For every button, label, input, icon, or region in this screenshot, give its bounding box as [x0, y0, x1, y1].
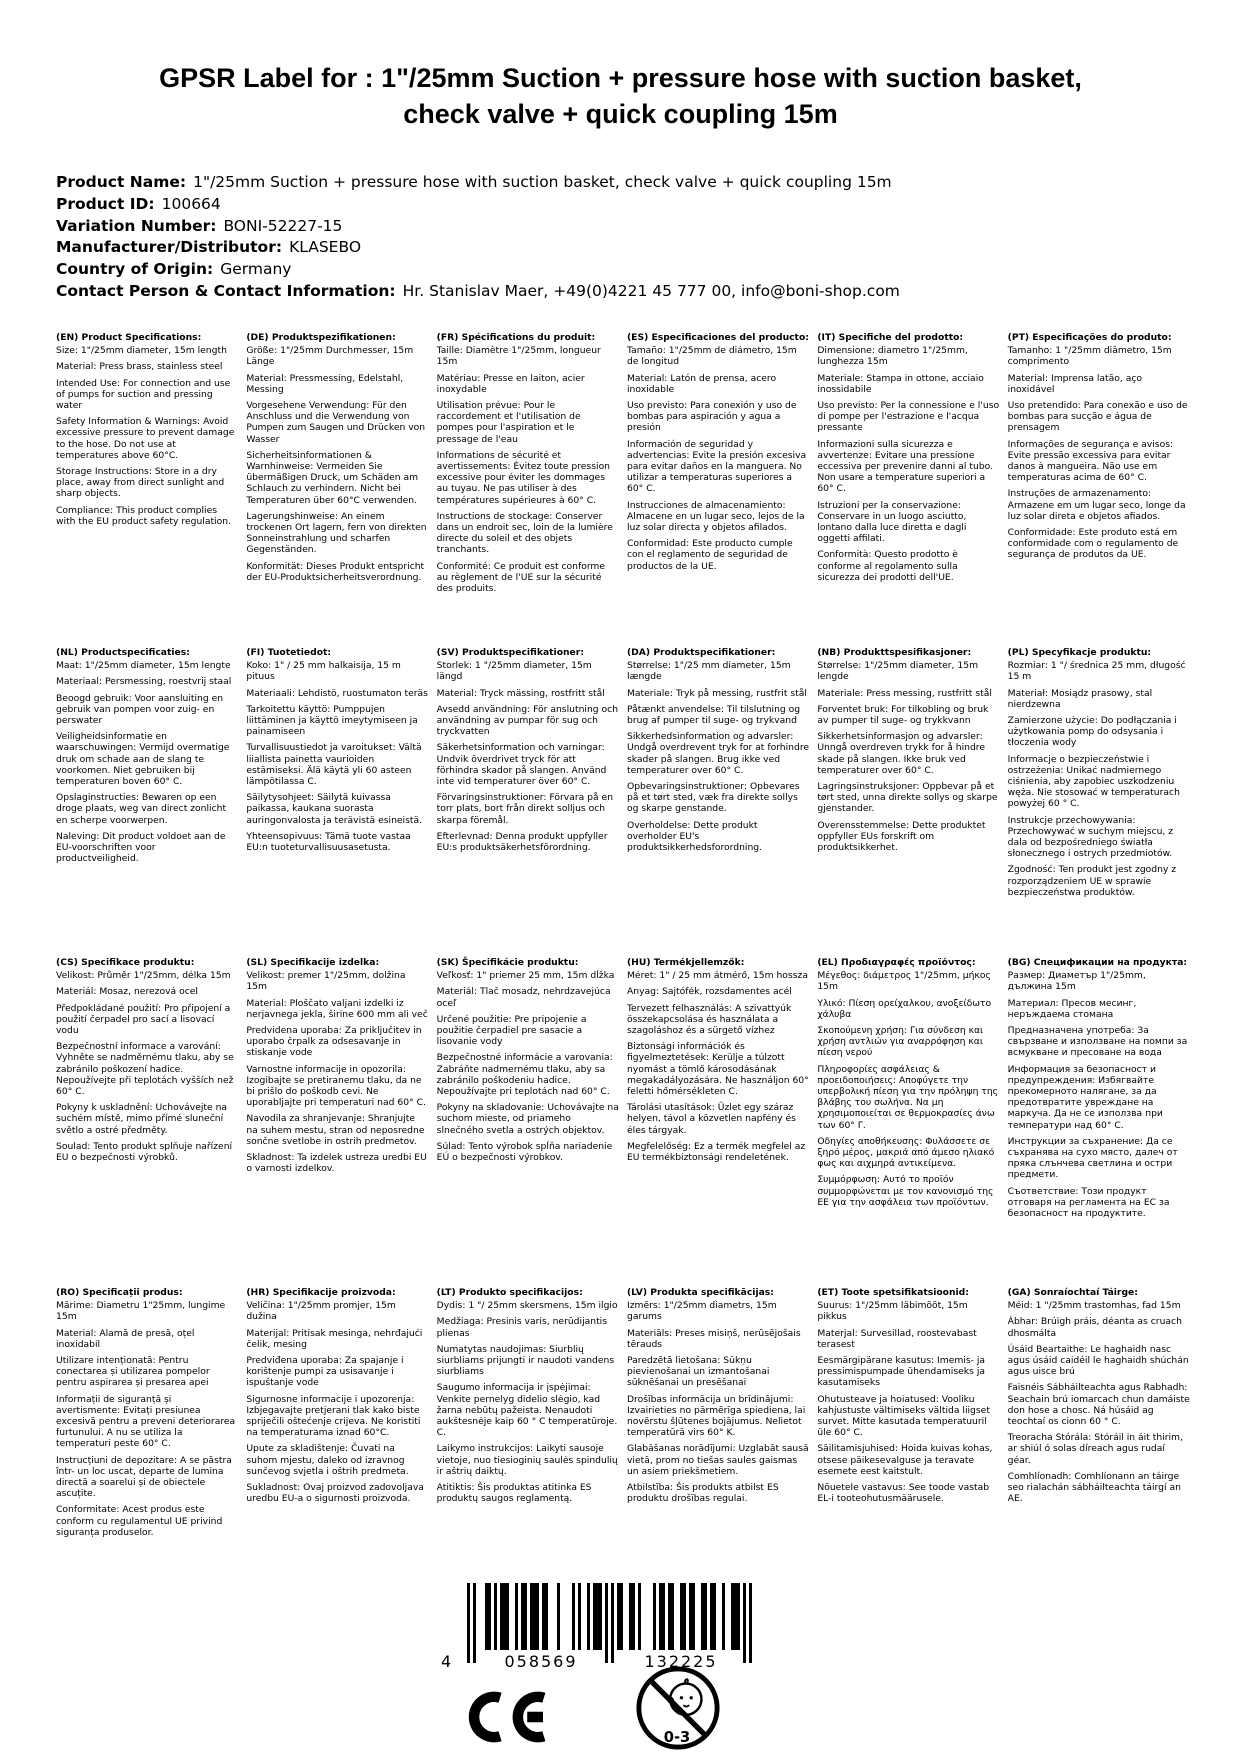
- product-id-row: [56, 194, 1241, 216]
- language-spec-heading: (ET) Toote spetsifikatsioonid:: [817, 1287, 969, 1298]
- spec-paragraph: Storage Instructions: Store in a dry place, away from direct sunlight and sharp objects.: [56, 466, 225, 500]
- spec-paragraph: Instrukcje przechowywania: Przechowywać w suchym miejscu, z dala od bezpośredniego światła słonecznego i ostrych przedmiotów.: [1007, 814, 1174, 860]
- language-spec-block: [627, 332, 809, 647]
- spec-paragraph: Materjal: Survesillad, roostevabast terasest: [817, 1327, 977, 1350]
- spec-paragraph: Anyag: Sajtófék, rozsdamentes acél: [626, 986, 792, 998]
- spec-paragraph: Съответствие: Този продукт отговаря на регламента на ЕС за безопасност на продуктите.: [1007, 1185, 1170, 1220]
- spec-paragraph: Safety Information & Warnings: Avoid excessive pressure to prevent damage to the hose. Do not use at temperatures above 60°C.: [56, 416, 235, 461]
- spec-paragraph: Σκοπούμενη χρήση: Για σύνδεση και χρήση αντλιών για αναρρόφηση και πίεση νερού: [817, 1025, 984, 1059]
- language-spec-block: [1008, 332, 1190, 647]
- language-spec-heading: (LT) Produkto specifikacijos:: [436, 1287, 583, 1298]
- spec-paragraph: Material: Imprensa latão, aço inoxidável: [1007, 372, 1143, 395]
- spec-paragraph: Material: Tryck mässing, rostfritt stål: [436, 687, 605, 699]
- spec-paragraph: Størrelse: 1"/25mm diameter, 15m lengde: [817, 660, 979, 683]
- spec-paragraph: Turvallisuustiedot ja varoitukset: Vältä liiallista painetta vaurioiden estämiseksi. Älä käytä yli 60 asteen lämpötilassa C.: [246, 742, 422, 788]
- spec-paragraph: Intended Use: For connection and use of pumps for suction and pressing water: [56, 377, 231, 412]
- spec-paragraph: Instrucciones de almacenamiento: Almacene en un lugar seco, lejos de la luz solar directa y objetos afilados.: [626, 499, 805, 534]
- spec-paragraph: Μέγεθος: διάμετρος 1"/25mm, μήκος 15m: [817, 970, 991, 993]
- spec-paragraph: Υλικό: Πίεση ορείχαλκου, ανοξείδωτο χάλυβα: [817, 997, 992, 1020]
- spec-paragraph: Uso previsto: Para conexión y uso de bombas para aspiración y agua a presión: [626, 400, 797, 434]
- spec-paragraph: Materiāls: Preses misiņš, nerūsējošais tērauds: [626, 1327, 801, 1350]
- language-spec-heading: (PL) Specyfikacje produktu:: [1007, 647, 1152, 658]
- spec-paragraph: Méid: 1 "/25mm trastomhas, fad 15m: [1007, 1300, 1181, 1312]
- spec-paragraph: Faisnéis Sábháilteachta agus Rabhadh: Seachain brú iomarcach chun damáiste don hose a chosc. Ná húsáid ag teochtaí os cionn 60 ° C.: [1007, 1382, 1190, 1428]
- spec-paragraph: Conformidad: Este producto cumple con el reglamento de seguridad de productos de la UE.: [626, 538, 793, 572]
- spec-paragraph: Veličina: 1"/25mm promjer, 15m dužina: [246, 1300, 396, 1323]
- spec-paragraph: Suurus: 1"/25mm läbimõõt, 15m pikkus: [817, 1300, 968, 1323]
- language-spec-block: [56, 647, 238, 957]
- spec-paragraph: Treoracha Stórála: Stóráil in áit thirim, ar shiúl ó solas díreach agus rudaí géar.: [1007, 1432, 1183, 1466]
- language-spec-heading: (HR) Specifikacije proizvoda:: [246, 1287, 396, 1298]
- language-spec-block: [437, 1287, 619, 1543]
- barcode-right-digits: 132225: [644, 1652, 718, 1671]
- spec-paragraph: Instructions de stockage: Conserver dans un endroit sec, loin de la lumière directe du soleil et des objets tranchants.: [436, 510, 613, 556]
- spec-paragraph: Matériau: Presse en laiton, acier inoxydable: [436, 372, 585, 395]
- spec-paragraph: Efterlevnad: Denna produkt uppfyller EU:s produktsäkerhetsförordning.: [436, 830, 608, 854]
- language-spec-heading: (BG) Спецификации на продукта:: [1007, 957, 1188, 968]
- spec-paragraph: Material: Press brass, stainless steel: [56, 361, 223, 373]
- product-name-row: [56, 172, 1241, 194]
- language-spec-block: [246, 647, 428, 957]
- spec-paragraph: Förvaringsinstruktioner: Förvara på en torr plats, bort från direkt solljus och skarpa föremål.: [436, 792, 614, 826]
- spec-paragraph: Información de seguridad y advertencias: Evite la presión excesiva para evitar daños en la manguera. No utilizar a temperaturas superiores a 60° C.: [626, 438, 807, 495]
- spec-paragraph: Predviđena uporaba: Za spajanje i korištenje pumpi za usisavanje i ispuštanje vode: [246, 1355, 404, 1389]
- language-spec-block: [56, 1287, 238, 1543]
- spec-paragraph: Sikkerhetsinformasjon og advarsler: Unngå overdreven trykk for å hindre skade på slangen. Ikke bruk ved temperaturer over 60° C.: [817, 731, 986, 776]
- spec-paragraph: Conformité: Ce produit est conforme au règlement de l'UE sur la sécurité des produits.: [436, 560, 606, 595]
- language-spec-heading: (DE) Produktspezifikationen:: [246, 332, 396, 343]
- spec-paragraph: Predvidena uporaba: Za priključitev in uporabo črpalk za odsesavanje in stiskanje vode: [246, 1025, 422, 1059]
- language-spec-block: [1008, 647, 1190, 957]
- spec-paragraph: Tervezett felhasználás: A szivattyúk összekapcsolása és használata a szagoláshoz és a sürgető vízhez: [626, 1002, 792, 1037]
- spec-paragraph: Varnostne informacije in opozorila: Izogibajte se pretiranemu tlaku, da ne bi prišlo do poškodb cevi. Ne uporabljajte pri temperaturi nad 60° C.: [246, 1063, 426, 1109]
- spec-paragraph: Pokyny k uskladnění: Uchovávejte na suchém místě, mimo přímé sluneční světlo a ostré předměty.: [56, 1102, 228, 1136]
- language-spec-heading: (IT) Specifiche del prodotto:: [817, 332, 964, 343]
- language-spec-heading: (PT) Especificações do produto:: [1007, 332, 1172, 343]
- language-spec-block: [1008, 1287, 1190, 1543]
- contact-label: Contact Person & Contact Information:: [56, 281, 396, 300]
- product-info: [56, 172, 1241, 303]
- spec-paragraph: Zamierzone użycie: Do podłączania i użytkowania pomp do odsysania i tłoczenia wody: [1007, 715, 1177, 749]
- language-spec-block: [246, 332, 428, 647]
- spec-paragraph: Veľkosť: 1" priemer 25 mm, 15m dĺžka: [436, 970, 615, 982]
- contact-value: Hr. Stanislav Maer, +49(0)4221 45 777 00, info@boni-shop.com: [402, 281, 900, 300]
- language-spec-block: [817, 1287, 999, 1543]
- spec-paragraph: Medžiaga: Presinis varis, nerūdijantis plienas: [436, 1316, 608, 1339]
- spec-paragraph: Størrelse: 1"/25 mm diameter, 15m længde: [626, 660, 791, 683]
- spec-paragraph: Avsedd användning: För anslutning och användning av pumpar för sug och tryckvatten: [436, 703, 619, 738]
- spec-paragraph: Tarkoitettu käyttö: Pumppujen liittäminen ja käyttö imeytymiseen ja painamiseen: [246, 703, 418, 738]
- spec-paragraph: Atitiktis: Šis produktas atitinka ES produktų saugos reglamentą.: [436, 1482, 592, 1505]
- spec-paragraph: Úsáid Beartaithe: Le haghaidh nasc agus úsáid caidéil le haghaidh shúchán agus uisce brú: [1007, 1343, 1189, 1378]
- language-spec-block: [56, 957, 238, 1287]
- spec-paragraph: Compliance: This product complies with the EU product safety regulation.: [56, 504, 231, 527]
- spec-paragraph: Materiał: Mosiądz prasowy, stal nierdzewna: [1007, 687, 1153, 710]
- barcode-bars: [467, 1583, 752, 1663]
- country-of-origin-label: Country of Origin:: [56, 260, 214, 279]
- spec-paragraph: Overholdelse: Dette produkt overholder EU's produktsikkerhedsforordning.: [626, 819, 763, 854]
- spec-paragraph: Uso previsto: Per la connessione e l'uso di pompe per l'estrazione e l'acqua pressante: [817, 400, 1000, 434]
- spec-paragraph: Koko: 1" / 25 mm halkaisija, 15 m pituus: [246, 660, 401, 683]
- language-spec-block: [1008, 957, 1190, 1287]
- language-spec-block: [817, 647, 999, 957]
- spec-paragraph: Ohutusteave ja hoiatused: Vooliku kahjustuste vältimiseks vältida liigset survet. Mitte kasutada temperatuuril üle 60° C.: [817, 1393, 990, 1439]
- language-spec-heading: (FI) Tuotetiedot:: [246, 647, 332, 658]
- spec-paragraph: Material: Ploščato valjani izdelki iz nerjavnega jekla, širine 600 mm ali več: [246, 997, 428, 1020]
- language-spec-block: [437, 957, 619, 1287]
- language-spec-heading: (NL) Productspecificaties:: [56, 647, 190, 658]
- age-warning-0-3-icon: [634, 1664, 722, 1752]
- spec-paragraph: Größe: 1"/25mm Durchmesser, 15m Länge: [246, 345, 414, 368]
- spec-paragraph: Lagringsinstruksjoner: Oppbevar på et tørt sted, unna direkte sollys og skarpe gjenstander.: [817, 781, 998, 815]
- spec-paragraph: Istruzioni per la conservazione: Conservare in un luogo asciutto, lontano dalla luce diretta e dagli oggetti affilati.: [817, 499, 967, 545]
- ce-mark-icon: [458, 1686, 550, 1748]
- spec-paragraph: Информация за безопасност и предупреждения: Избягвайте прекомерното налягане, за да предотвратите увреждане на маркуча. Да не се използва при температури над 60° С.: [1007, 1063, 1163, 1131]
- spec-paragraph: Veiligheidsinformatie en waarschuwingen: Vermijd overmatige druk om schade aan de slang te voorkomen. Niet gebruiken bij temperaturen boven 60° C.: [56, 731, 230, 788]
- product-name-label: Product Name:: [56, 173, 187, 191]
- spec-paragraph: Yhteensopivuus: Tämä tuote vastaa EU:n tuoteturvallisuusasetusta.: [246, 830, 411, 854]
- spec-paragraph: Instruções de armazenamento: Armazene em um lugar seco, longe da luz solar direta e objetos afiados.: [1007, 488, 1186, 522]
- spec-paragraph: Navodila za shranjevanje: Shranjujte na suhem mestu, stran od neposredne sončne svetlobe in ostrih predmetov.: [246, 1113, 425, 1147]
- spec-paragraph: Sikkerhedsinformation og advarsler: Undgå overdrevent tryk for at forhindre skader på slangen. Brug ikke ved temperaturer over 60° C.: [626, 731, 810, 776]
- spec-paragraph: Informazioni sulla sicurezza e avvertenze: Evitare una pressione eccessiva per prevenire danni al tubo. Non usare a temperature superiori a 60° C.: [817, 438, 994, 495]
- spec-paragraph: Informations de sécurité et avertissements: Évitez toute pression excessive pour éviter les dommages au tuyau. Ne pas utiliser à des températures supérieures à 60° C.: [436, 449, 611, 506]
- language-spec-heading: (ES) Especificaciones del producto:: [626, 332, 809, 343]
- spec-paragraph: Tamaño: 1"/25mm de diámetro, 15m de longitud: [626, 345, 797, 368]
- barcode-prefix-digit: 4: [441, 1652, 454, 1671]
- age-warning-text: 0-3: [663, 1729, 691, 1747]
- language-spec-block: [246, 957, 428, 1287]
- spec-paragraph: Materiál: Tlač mosadz, nehrdzavejúca oceľ: [436, 986, 611, 1009]
- spec-paragraph: Dydis: 1 "/ 25mm skersmens, 15m ilgio: [436, 1300, 618, 1312]
- spec-paragraph: Informacje o bezpieczeństwie i ostrzeżenia: Unikać nadmiernego ciśnienia, aby zapobiec uszkodzeniu węża. Nie stosować w temperaturach powyżej 60 ° C.: [1007, 753, 1180, 810]
- language-spec-heading: (NB) Produkttspesifikasjoner:: [817, 647, 972, 658]
- spec-paragraph: Οδηγίες αποθήκευσης: Φυλάσσετε σε ξηρό μέρος, μακριά από άμεσο ηλιακό φως και αιχμηρά αντικείμενα.: [817, 1135, 995, 1170]
- language-spec-block: [246, 1287, 428, 1543]
- spec-paragraph: Numatytas naudojimas: Siurblių siurbliams prijungti ir naudoti vandens siurbliams: [436, 1343, 615, 1378]
- barcode-left-digits: 058569: [504, 1652, 578, 1671]
- spec-paragraph: Tárolási utasítások: Üzlet egy száraz helyen, távol a közvetlen napfény és éles tárgyak.: [626, 1102, 796, 1136]
- spec-paragraph: Materiál: Mosaz, nerezová ocel: [56, 986, 198, 998]
- manufacturer-label: Manufacturer/Distributor:: [56, 238, 283, 257]
- spec-paragraph: Bezpečnostní informace a varování: Vyhněte se nadměrnému tlaku, aby se zabránilo poškození hadice. Nepoužívejte při teplotách vyšších než 60° C.: [56, 1041, 234, 1098]
- spec-paragraph: Laikymo instrukcijos: Laikyti sausoje vietoje, nuo tiesioginių saulės spindulių ir aštrių daiktų.: [436, 1443, 618, 1477]
- variation-number-label: Variation Number:: [56, 216, 217, 235]
- language-spec-heading: (EN) Product Specifications:: [56, 332, 202, 343]
- language-spec-heading: (SL) Specifikacije izdelka:: [246, 957, 380, 968]
- spec-paragraph: Mărime: Diametru 1"25mm, lungime 15m: [56, 1300, 226, 1323]
- language-spec-heading: (EL) Προδιαγραφές προϊόντος:: [817, 957, 976, 968]
- spec-paragraph: Uso pretendido: Para conexão e uso de bombas para sucção e água de prensagem: [1007, 400, 1188, 434]
- contact-row: [56, 281, 1241, 303]
- spec-paragraph: Materiale: Tryk på messing, rustfrit stål: [626, 687, 807, 699]
- page-title: GPSR Label for : 1"/25mm Suction + pressure hose with suction basket, check valve + quick coupling 15m: [159, 63, 1082, 129]
- spec-paragraph: Taille: Diamètre 1"/25mm, longueur 15m: [436, 345, 601, 368]
- language-spec-block: [437, 332, 619, 647]
- product-id-label: Product ID:: [56, 194, 155, 213]
- language-spec-heading: (HU) Termékjellemzők:: [626, 957, 745, 968]
- spec-paragraph: Informações de segurança e avisos: Evite pressão excessiva para evitar danos à mangueira. Não use em temperaturas acima de 60° C.: [1007, 438, 1174, 484]
- spec-paragraph: Rozmiar: 1 "/ średnica 25 mm, długość 15 m: [1007, 660, 1186, 683]
- spec-paragraph: Conformitate: Acest produs este conform cu regulamentul UE privind siguranța produselor.: [56, 1504, 223, 1538]
- spec-paragraph: Upute za skladištenje: Čuvati na suhom mjestu, daleko od izravnog sunčevog svjetla i oštrih predmeta.: [246, 1443, 409, 1477]
- spec-paragraph: Bezpečnostné informácie a varovania: Zabráňte nadmernému tlaku, aby sa zabránilo poškodeniu hadice. Nepoužívajte pri teplotách nad 60° C.: [436, 1052, 613, 1098]
- spec-paragraph: Sukladnost: Ovaj proizvod zadovoljava uredbu EU-a o sigurnosti proizvoda.: [246, 1482, 424, 1505]
- spec-paragraph: Biztonsági információk és figyelmeztetések: Kerülje a túlzott nyomást a tömlő károsodásának megakadályozására. Ne használjon 60° feletti hőmérsékleten C.: [626, 1041, 809, 1098]
- spec-paragraph: Tamanho: 1 "/25mm diâmetro, 15m comprimento: [1007, 345, 1172, 368]
- spec-paragraph: Beoogd gebruik: Voor aansluiting en gebruik van pompen voor zuig- en perswater: [56, 692, 224, 727]
- spec-paragraph: Säilytysohjeet: Säilytä kuivassa paikassa, kaukana suorasta auringonvalosta ja terävistä esineistä.: [246, 792, 423, 826]
- spec-paragraph: Naleving: Dit product voldoet aan de EU-voorschriften voor productveiligheid.: [56, 830, 226, 865]
- spec-paragraph: Πληροφορίες ασφάλειας & προειδοποιήσεις: Αποφύγετε την υπερβολική πίεση για την πρόληψη της βλάβης του σωλήνα. Να μη χρησιμοποιείται σε θερμοκρασίες άνω των 60° Γ.: [817, 1063, 999, 1131]
- variation-number-value: BONI-52227-15: [223, 216, 343, 235]
- language-spec-block: [56, 332, 238, 647]
- spec-paragraph: Velikost: premer 1"/25mm, dolžina 15m: [246, 970, 406, 993]
- language-spec-heading: (DA) Produktspecifikationer:: [626, 647, 776, 658]
- spec-paragraph: Sicherheitsinformationen & Warnhinweise: Vermeiden Sie übermäßigen Druck, um Schäden am Schlauch zu verhindern. Nicht bei Temperaturen über 60°C verwenden.: [246, 449, 419, 506]
- spec-paragraph: Utilizare intenționată: Pentru conectarea și utilizarea pompelor pentru aspirarea și presarea apei: [56, 1355, 210, 1389]
- language-spec-block: [437, 647, 619, 957]
- spec-paragraph: Påtænkt anvendelse: Til tilslutning og brug af pumper til suge- og trykvand: [626, 703, 801, 727]
- language-spec-block: [627, 1287, 809, 1543]
- spec-paragraph: Maat: 1"/25mm diameter, 15m lengte: [56, 660, 231, 672]
- spec-paragraph: Súlad: Tento výrobok spĺňa nariadenie EÚ o bezpečnosti výrobkov.: [436, 1140, 613, 1164]
- spec-paragraph: Materijal: Pritisak mesinga, nehrđajući čelik, mesing: [246, 1327, 423, 1350]
- spec-paragraph: Pokyny na skladovanie: Uchovávajte na suchom mieste, od priameho slnečného svetla a ostrých objektov.: [436, 1102, 619, 1136]
- spec-paragraph: Conformidade: Este produto está em conformidade com o regulamento de segurança de produtos da UE.: [1007, 527, 1179, 561]
- spec-paragraph: Předpokládané použití: Pro připojení a použití čerpadel pro sací a lisovací vodu: [56, 1002, 231, 1037]
- spec-paragraph: Предназначена употреба: За свързване и използване на помпи за всмукване и пресоване на вода: [1007, 1025, 1188, 1059]
- spec-paragraph: Nõuetele vastavus: See toode vastab EL-i tooteohutusmäärusele.: [817, 1482, 990, 1505]
- spec-paragraph: Vorgesehene Verwendung: Für den Anschluss und die Verwendung von Pumpen zum Saugen und Drücken von Wasser: [246, 400, 426, 445]
- manufacturer-row: [56, 237, 1241, 259]
- spec-paragraph: Size: 1"/25mm diameter, 15m length: [56, 345, 227, 357]
- spec-paragraph: Paredzētā lietošana: Sūkņu pievienošanai un izmantošanai sūknēšanai un presēšanai: [626, 1355, 770, 1389]
- language-spec-block: [817, 332, 999, 647]
- spec-paragraph: Dimensione: diametro 1"/25mm, lunghezza 15m: [817, 345, 968, 368]
- spec-paragraph: Utilisation prévue: Pour le raccordement et l'utilisation de pompes pour l'aspiration et le pressage de l'eau: [436, 400, 581, 445]
- manufacturer-value: KLASEBO: [289, 238, 362, 257]
- spec-paragraph: Säkerhetsinformation och varningar: Undvik överdrivet tryck för att förhindra skador på slangen. Använd inte vid temperaturer över 60° C.: [436, 742, 607, 788]
- language-spec-heading: (FR) Spécifications du produit:: [436, 332, 596, 343]
- spec-paragraph: Materiale: Stampa in ottone, acciaio inossidabile: [817, 372, 984, 395]
- spec-paragraph: Opslaginstructies: Bewaren op een droge plaats, weg van direct zonlicht en scherpe voorwerpen.: [56, 792, 227, 826]
- spec-paragraph: Comhlíonadh: Comhlíonann an táirge seo rialachán sábháilteachta táirgí an AE.: [1007, 1470, 1181, 1505]
- spec-paragraph: Konformität: Dieses Produkt entspricht der EU-Produktsicherheitsverordnung.: [246, 560, 425, 583]
- spec-paragraph: Инструкции за съхранение: Да се съхранява на сухо място, далеч от пряка слънчева светлина и остри предмети.: [1007, 1135, 1178, 1181]
- spec-paragraph: Určené použitie: Pre pripojenie a použitie čerpadiel pre sasacie a lisovanie vody: [436, 1013, 587, 1048]
- spec-paragraph: Lagerungshinweise: An einem trockenen Ort lagern, fern von direkten Sonneinstrahlung und scharfen Gegenständen.: [246, 510, 427, 556]
- spec-paragraph: Drošības informācija un brīdinājumi: Izvairieties no pārmērīga spiediena, lai novērstu šļūtenes bojājumus. Nelietot temperatūrā virs 60° K.: [626, 1393, 806, 1439]
- spec-paragraph: Informații de siguranță și avertismente: Evitați presiunea excesivă pentru a preveni deteriorarea furtunului. A nu se utiliza la temperaturi peste 60° C.: [56, 1393, 236, 1450]
- spec-paragraph: Material: Alamă de presă, oțel inoxidabil: [56, 1327, 195, 1350]
- spec-paragraph: Soulad: Tento produkt splňuje nařízení EU o bezpečnosti výrobků.: [56, 1140, 233, 1164]
- product-id-value: 100664: [161, 194, 221, 213]
- spec-paragraph: Säilitamisjuhised: Hoida kuivas kohas, otsese päikesevalguse ja teravate esemete eest kaitstult.: [817, 1443, 993, 1477]
- language-grid: [56, 332, 1190, 1543]
- spec-paragraph: Eesmärgipärane kasutus: Imemis- ja pressimispumpade ühendamiseks ja kasutamiseks: [817, 1355, 986, 1389]
- spec-paragraph: Izmērs: 1"/25mm diametrs, 15m garums: [626, 1300, 777, 1323]
- spec-paragraph: Skladnost: Ta izdelek ustreza uredbi EU o varnosti izdelkov.: [246, 1152, 427, 1175]
- language-spec-block: [627, 957, 809, 1287]
- spec-paragraph: Sigurnosne informacije i upozorenja: Izbjegavajte pretjerani tlak kako biste spriječili oštećenje crijeva. Ne koristiti na temperaturama iznad 60°C.: [246, 1393, 421, 1439]
- language-spec-heading: (SV) Produktspecifikationer:: [436, 647, 584, 658]
- spec-paragraph: Συμμόρφωση: Αυτό το προϊόν συμμορφώνεται με τον κανονισμό της ΕΕ για την ασφάλεια των προϊόντων.: [817, 1174, 994, 1208]
- spec-paragraph: Méret: 1" / 25 mm átmérő, 15m hossza: [626, 970, 808, 982]
- variation-number-row: [56, 216, 1241, 238]
- spec-paragraph: Overensstemmelse: Dette produktet oppfyller EUs forskrift om produktsikkerhet.: [817, 819, 986, 854]
- spec-paragraph: Storlek: 1 "/25mm diameter, 15m längd: [436, 660, 592, 683]
- language-spec-heading: (GA) Sonraíochtaí Táirge:: [1007, 1287, 1138, 1298]
- language-spec-heading: (RO) Specificații produs:: [56, 1287, 183, 1298]
- language-spec-heading: (LV) Produkta specifikācijas:: [626, 1287, 774, 1298]
- language-spec-heading: (SK) Špecifikácie produktu:: [436, 957, 579, 968]
- spec-paragraph: Materiaal: Persmessing, roestvrij staal: [56, 676, 232, 688]
- spec-paragraph: Material: Latón de prensa, acero inoxidable: [626, 372, 777, 395]
- spec-paragraph: Velikost: Průměr 1"/25mm, délka 15m: [56, 970, 231, 982]
- spec-paragraph: Conformità: Questo prodotto è conforme al regolamento sulla sicurezza dei prodotti dell'UE.: [817, 549, 958, 583]
- spec-paragraph: Forventet bruk: For tilkobling og bruk av pumper til suge- og trykkvann: [817, 703, 989, 727]
- spec-paragraph: Materiaali: Lehdistö, ruostumaton teräs: [246, 687, 428, 699]
- language-spec-block: [817, 957, 999, 1287]
- spec-paragraph: Instrucțiuni de depozitare: A se păstra într- un loc uscat, departe de lumina directă a soarelui și de obiectele ascuțite.: [56, 1454, 232, 1500]
- spec-paragraph: Ábhar: Brúigh práis, déanta as cruach dhosmálta: [1007, 1316, 1182, 1339]
- spec-paragraph: Zgodność: Ten produkt jest zgodny z rozporządzeniem UE w sprawie bezpieczeństwa produktów.: [1007, 864, 1177, 898]
- language-spec-block: [627, 647, 809, 957]
- product-name-value: 1"/25mm Suction + pressure hose with suction basket, check valve + quick coupling 15m: [193, 173, 892, 191]
- spec-paragraph: Materiale: Press messing, rustfritt stål: [817, 687, 992, 699]
- spec-paragraph: Glabāšanas norādījumi: Uzglabāt sausā vietā, prom no tiešas saules gaismas un asiem priekšmetiem.: [626, 1443, 809, 1477]
- spec-paragraph: Atbilstība: Šis produkts atbilst ES produktu drošības regulai.: [626, 1482, 779, 1505]
- spec-paragraph: Saugumo informacija ir įspėjimai: Venkite pernelyg didelio slėgio, kad žarna nebūtų pažeista. Nenaudoti aukštesnėje kaip 60 ° C temperatūroje. C.: [436, 1382, 618, 1439]
- country-of-origin-row: [56, 259, 1241, 281]
- spec-paragraph: Opbevaringsinstruktioner: Opbevares på et tørt sted, væk fra direkte sollys og skarpe genstande.: [626, 781, 800, 815]
- country-of-origin-value: Germany: [220, 260, 292, 279]
- spec-paragraph: Материал: Пресов месинг, неръждаема стомана: [1007, 997, 1137, 1020]
- spec-paragraph: Megfelelőség: Ez a termék megfelel az EU termékbiztonsági rendeletének.: [626, 1140, 806, 1164]
- language-spec-heading: (CS) Specifikace produktu:: [56, 957, 195, 968]
- spec-paragraph: Размер: Диаметър 1"/25mm, дължина 15m: [1007, 970, 1146, 993]
- spec-paragraph: Material: Pressmessing, Edelstahl, Messing: [246, 372, 404, 395]
